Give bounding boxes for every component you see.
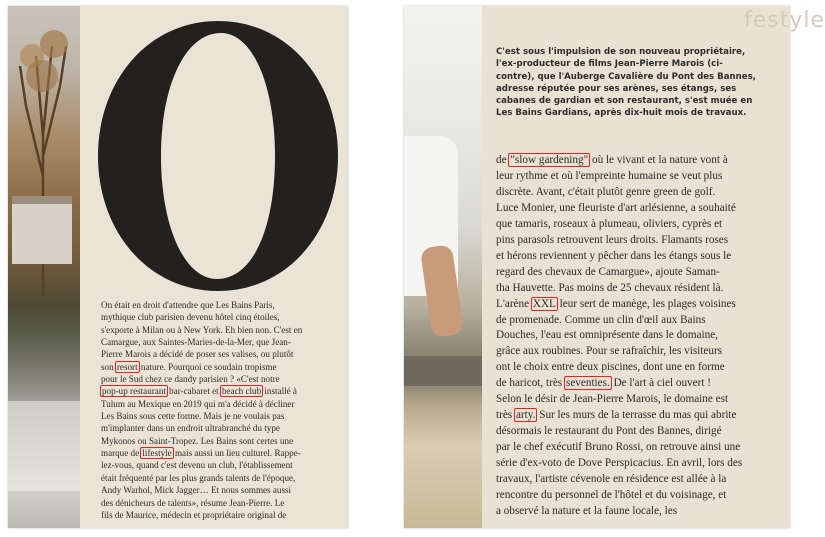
photo-owner-arm bbox=[404, 6, 482, 528]
text-line bbox=[496, 504, 786, 520]
text-line bbox=[496, 328, 786, 344]
text-line bbox=[101, 435, 346, 447]
text-line bbox=[101, 509, 346, 521]
text-run: désormais le restaurant du Pont des Bannes, dirigé bbox=[496, 425, 722, 438]
text-line bbox=[496, 344, 786, 360]
text-line bbox=[101, 336, 346, 348]
text-line bbox=[496, 424, 786, 440]
text-run: Andy Warhol, Mick Jagger… Et nous sommes aussi bbox=[101, 485, 292, 496]
text-line bbox=[496, 201, 786, 217]
text-run: regard des chevaux de Camargue», ajoute Saman- bbox=[496, 265, 720, 278]
text-line bbox=[101, 311, 346, 323]
text-run: de bbox=[496, 154, 510, 166]
text-run: Douches, l'eau est omniprésente dans le domaine, bbox=[496, 329, 718, 342]
text-run: Tulum au Mexique en 2019 qui m'a décidé à décliner bbox=[101, 398, 295, 409]
text-run: grâce aux roubines. Pour se rafraîchir, les visiteurs bbox=[496, 345, 723, 358]
text-line bbox=[101, 348, 346, 360]
text-run: mais aussi un lieu culturel. Rappe- bbox=[172, 448, 301, 459]
text-run: par le chef exécutif Bruno Rossi, on retrouve ainsi une bbox=[496, 441, 741, 454]
text-line bbox=[496, 360, 786, 376]
text-line bbox=[496, 185, 786, 201]
text-line bbox=[101, 422, 346, 434]
intro-line: l'ex-producteur de films Jean-Pierre Marois (ci- bbox=[496, 59, 723, 70]
text-run: que tamaris, roseaux à plumeau, oliviers, cyprès et bbox=[496, 217, 723, 230]
intro-line: C'est sous l'impulsion de son nouveau propriétaire, bbox=[496, 47, 746, 57]
text-run: bar-cabaret et bbox=[166, 386, 221, 397]
text-line bbox=[496, 376, 786, 392]
text-run: tha Hauvette. Pas moins de 25 chevaux résident là. bbox=[496, 281, 724, 294]
text-run: L'arène bbox=[496, 297, 532, 310]
text-run: marque de bbox=[101, 448, 142, 459]
text-run: lez-vous, quand c'est devenu un club, l'établissement bbox=[101, 460, 293, 471]
pool-shape bbox=[8, 401, 80, 491]
text-line bbox=[496, 392, 786, 408]
text-line bbox=[496, 440, 786, 456]
right-magazine-page bbox=[404, 6, 825, 528]
highlighted-term: lifestyle bbox=[142, 448, 172, 459]
text-line bbox=[496, 313, 786, 329]
section-header-word: festyle bbox=[744, 8, 825, 33]
text-line bbox=[101, 472, 346, 484]
text-run: série d'ex-voto de Dove Perspicacius. En avril, lors des bbox=[496, 457, 743, 470]
left-article-text bbox=[101, 299, 346, 521]
text-line bbox=[101, 497, 346, 509]
text-line bbox=[101, 398, 346, 410]
photo-camargue-landscape bbox=[8, 6, 80, 528]
text-line bbox=[496, 488, 786, 504]
text-run: On était en droit d'attendre que Les Bains Paris, bbox=[101, 300, 275, 310]
text-run: a observé la nature et la faune locale, les bbox=[496, 504, 678, 517]
text-run: très bbox=[496, 409, 515, 422]
text-run: leur rythme et où l'empreinte humaine se veut plus bbox=[496, 169, 723, 182]
text-line bbox=[496, 456, 786, 472]
text-run: nature. Pourquoi ce soudain tropisme bbox=[138, 361, 277, 372]
highlighted-term: "slow gardening" bbox=[510, 154, 589, 166]
highlighted-term: XXL bbox=[532, 297, 556, 310]
text-run: s'exporte à Milan ou à New York. Eh bien non. C'est en bbox=[101, 324, 303, 335]
text-line bbox=[496, 249, 786, 265]
text-line bbox=[496, 281, 786, 297]
text-line bbox=[101, 324, 346, 336]
text-run: m'implanter dans un endroit ultrabranché du type bbox=[101, 423, 280, 434]
text-run: leur sert de manège, les plages voisines bbox=[556, 297, 736, 310]
text-run: mythique club parisien devenu hôtel cinq étoiles, bbox=[101, 312, 280, 323]
text-line bbox=[496, 408, 786, 424]
text-line bbox=[101, 447, 346, 459]
text-run: Sur les murs de la terrasse du mas qui abrite bbox=[536, 409, 737, 422]
text-run: était fréquenté par les plus grands talents de l'époque, bbox=[101, 472, 296, 483]
text-line bbox=[101, 385, 346, 397]
intro-paragraph bbox=[496, 46, 786, 120]
text-run: installé à bbox=[262, 386, 297, 397]
text-run: Mykonos ou Saint-Tropez. Les Bains sont certes une bbox=[101, 435, 294, 446]
text-run: de promenade. Comme un clin d'œil aux Bains bbox=[496, 313, 706, 326]
highlighted-term: beach club bbox=[221, 386, 262, 397]
text-run: ont le choix entre deux piscines, dont une en forme bbox=[496, 361, 725, 374]
text-line bbox=[101, 299, 346, 311]
text-run: discrète. Avant, c'était plutôt genre green de golf. bbox=[496, 185, 716, 198]
drop-cap-letter bbox=[93, 1, 343, 296]
text-run: où le vivant et la nature vont à bbox=[589, 154, 728, 166]
text-line bbox=[101, 373, 346, 385]
stone-ledge-shape bbox=[404, 356, 482, 386]
text-run: fils de Maurice, médecin et propriétaire original de bbox=[101, 509, 287, 520]
text-run: des dénicheurs de talents», résume Jean-Pierre. Le bbox=[101, 497, 285, 508]
right-article-text bbox=[496, 153, 786, 520]
intro-line: adresse réputée pour ses arènes, ses étangs, ses bbox=[496, 83, 737, 94]
text-run: pour le Sud chez ce dandy parisien ? «C'est notre bbox=[101, 374, 280, 385]
text-run: Luce Monier, une fleuriste d'art arlésienne, a souhaité bbox=[496, 201, 736, 214]
text-run: travaux, l'artiste cévenole en résidence est allée à la bbox=[496, 473, 727, 486]
text-line bbox=[101, 459, 346, 471]
intro-line: Les Bains Gardians, après dix-huit mois de travaux. bbox=[496, 108, 747, 119]
text-run: son bbox=[101, 361, 116, 372]
text-line bbox=[101, 410, 346, 422]
intro-line: contre), que l'Auberge Cavalière du Pont des Bannes, bbox=[496, 71, 756, 82]
text-line bbox=[496, 153, 786, 169]
text-line bbox=[101, 484, 346, 496]
text-line bbox=[496, 217, 786, 233]
text-run: De l'art à ciel ouvert ! bbox=[610, 377, 711, 390]
text-run: rencontre du personnel de l'hôtel et du voisinage, et bbox=[496, 489, 727, 502]
text-line bbox=[496, 233, 786, 249]
text-run: Pierre Marois a décidé de poser ses valises, ou plutôt bbox=[101, 349, 294, 360]
text-line bbox=[101, 361, 346, 373]
highlighted-term: arty. bbox=[515, 409, 536, 422]
text-run: de haricot, très bbox=[496, 377, 565, 390]
left-magazine-page bbox=[8, 1, 348, 528]
highlighted-term: pop-up restaurant bbox=[102, 386, 166, 397]
drop-cap-text: O bbox=[93, 1, 107, 20]
house-shape bbox=[12, 196, 72, 264]
intro-line: cabanes de gardian et son restaurant, s'est muée en bbox=[496, 96, 753, 107]
text-run: Camargue, aux Saintes-Maries-de-la-Mer, que Jean- bbox=[101, 337, 291, 348]
text-run: Les Bains sous cette forme. Mais je ne voulais pas bbox=[101, 411, 285, 422]
text-line bbox=[496, 297, 786, 313]
highlighted-term: resort bbox=[116, 361, 138, 372]
text-line bbox=[496, 472, 786, 488]
text-run: pins parasols retrouvent leurs droits. Flamants roses bbox=[496, 233, 729, 246]
text-run: Selon le désir de Jean-Pierre Marois, le domaine est bbox=[496, 393, 729, 406]
text-line bbox=[496, 169, 786, 185]
text-run: et hérons reviennent y pêcher dans les étangs sous le bbox=[496, 249, 732, 262]
text-line bbox=[496, 265, 786, 281]
highlighted-term: seventies. bbox=[565, 377, 610, 390]
